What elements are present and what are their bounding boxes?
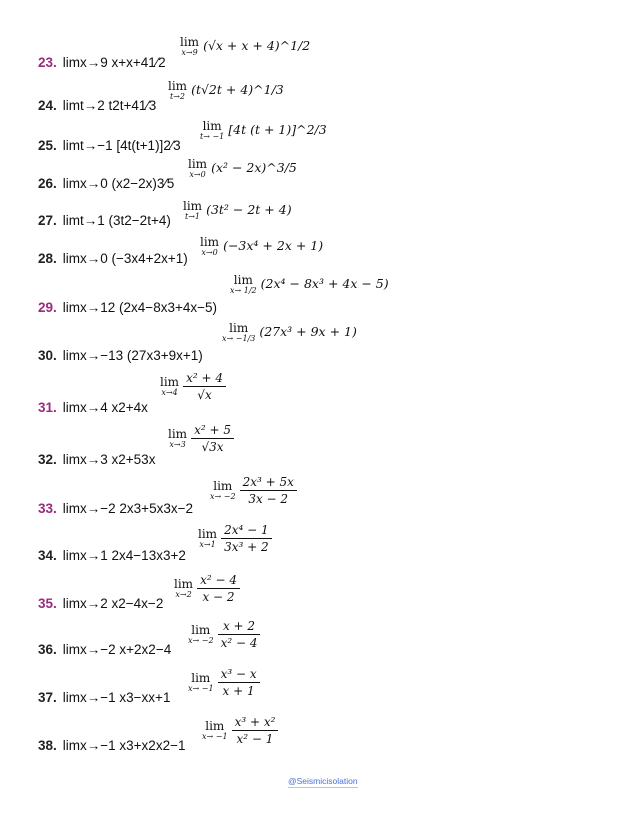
problem-number: 28. xyxy=(38,251,57,266)
problem-number: 25. xyxy=(38,138,57,153)
formula-rendering xyxy=(160,372,226,401)
limit-subscript: x→2 xyxy=(175,590,192,599)
problem-label xyxy=(38,300,217,316)
fraction xyxy=(218,620,261,649)
limit-subscript: x→ −1 xyxy=(188,684,214,693)
limit-word: lim xyxy=(174,577,194,591)
problem-number: 36. xyxy=(38,642,57,657)
problem-30 xyxy=(0,322,638,372)
problem-label xyxy=(38,690,170,706)
problem-number: 33. xyxy=(38,501,57,516)
problem-33 xyxy=(0,476,638,526)
problem-38 xyxy=(0,716,638,766)
problem-text: limx→−1 x3+x2x2−1 xyxy=(62,738,186,753)
fraction-denominator: x + 1 xyxy=(222,684,255,698)
limit-expression: (√x + x + 4)^1/2 xyxy=(203,38,311,54)
formula-rendering xyxy=(202,716,278,745)
limit-word: lim xyxy=(188,157,208,171)
limit-expression: (−3x⁴ + 2x + 1) xyxy=(223,238,324,254)
fraction-numerator: x + 2 xyxy=(218,620,261,635)
formula-rendering xyxy=(222,322,357,343)
limit-subscript: x→ −2 xyxy=(188,636,214,645)
fraction-denominator: x − 2 xyxy=(202,590,235,604)
fraction-numerator: x² + 4 xyxy=(183,372,226,387)
fraction-denominator: x² − 4 xyxy=(220,636,258,650)
fraction-numerator: x² + 5 xyxy=(191,424,234,439)
formula-rendering xyxy=(183,200,292,221)
limit-subscript: t→2 xyxy=(170,92,186,101)
problem-label xyxy=(38,400,148,416)
fraction xyxy=(218,668,260,697)
fraction-numerator: x³ + x² xyxy=(232,716,279,731)
problem-text: limx→1 2x4−13x3+2 xyxy=(62,548,186,563)
limit-word: lim xyxy=(213,479,233,493)
limit-word: lim xyxy=(229,321,249,335)
limit-subscript: x→ −1 xyxy=(202,732,228,741)
limit-word: lim xyxy=(205,719,225,733)
problem-text: limx→−1 x3−xx+1 xyxy=(62,690,171,705)
problem-text: limt→1 (3t2−2t+4) xyxy=(62,213,171,228)
formula-rendering xyxy=(188,620,260,649)
limit-word: lim xyxy=(198,527,218,541)
fraction xyxy=(240,476,297,505)
problem-number: 34. xyxy=(38,548,57,563)
limit-subscript: x→4 xyxy=(161,388,178,397)
limit-subscript: x→ −1/3 xyxy=(222,334,256,343)
limit-word: lim xyxy=(191,671,211,685)
problem-label xyxy=(38,138,181,154)
problem-text: limx→12 (2x4−8x3+4x−5) xyxy=(62,300,217,315)
formula-rendering xyxy=(230,274,389,295)
problem-label xyxy=(38,348,203,364)
limit-word: lim xyxy=(233,273,253,287)
problem-label xyxy=(38,501,193,517)
formula-rendering xyxy=(188,668,260,697)
problem-29 xyxy=(0,274,638,324)
problem-23 xyxy=(0,35,638,93)
problem-text: limx→9 x+x+41⁄2 xyxy=(62,55,166,70)
problem-label xyxy=(38,176,174,192)
fraction-numerator: 2x⁴ − 1 xyxy=(221,524,272,539)
limit-expression: (27x³ + 9x + 1) xyxy=(259,324,357,340)
formula-rendering xyxy=(198,524,272,553)
limit-subscript: t→ −1 xyxy=(200,132,225,141)
problem-label xyxy=(38,98,156,114)
problem-number: 35. xyxy=(38,596,57,611)
problem-label xyxy=(38,251,188,267)
limit-word: lim xyxy=(168,79,188,93)
fraction xyxy=(183,372,226,401)
limit-word: lim xyxy=(183,199,203,213)
fraction-denominator: 3x³ + 2 xyxy=(224,540,269,554)
problem-37 xyxy=(0,668,638,718)
limit-subscript: x→1 xyxy=(199,540,216,549)
problem-text: limx→0 (x2−2x)3⁄5 xyxy=(62,176,175,191)
problem-number: 23. xyxy=(38,55,57,70)
limit-expression: [4t (t + 1)]^2/3 xyxy=(228,122,327,138)
limit-word: lim xyxy=(191,623,211,637)
problem-text: limx→4 x2+4x xyxy=(62,400,148,415)
problem-text: limt→2 t2t+41⁄3 xyxy=(62,98,157,113)
problem-label xyxy=(38,55,166,71)
fraction xyxy=(191,424,234,453)
limit-subscript: x→0 xyxy=(201,248,218,257)
fraction-numerator: x³ − x xyxy=(218,668,260,683)
problem-label xyxy=(38,596,163,612)
problem-text: limx→−2 2x3+5x3x−2 xyxy=(62,501,193,516)
problem-number: 37. xyxy=(38,690,57,705)
problem-number: 26. xyxy=(38,176,57,191)
problem-text: limx→0 (−3x4+2x+1) xyxy=(62,251,188,266)
limit-subscript: x→ 1/2 xyxy=(230,286,257,295)
problem-number: 27. xyxy=(38,213,57,228)
limit-subscript: x→3 xyxy=(169,440,186,449)
fraction-denominator: √x xyxy=(197,388,212,402)
formula-rendering xyxy=(210,476,297,505)
problem-label xyxy=(38,738,185,754)
problem-35 xyxy=(0,574,638,624)
formula-rendering xyxy=(180,36,310,57)
problem-label xyxy=(38,642,171,658)
limit-subscript: x→9 xyxy=(181,48,198,57)
problem-text: limx→−2 x+2x2−4 xyxy=(62,642,172,657)
watermark: @Seismicisolation xyxy=(288,776,358,786)
limit-word: lim xyxy=(168,427,188,441)
limit-subscript: x→0 xyxy=(189,170,206,179)
formula-rendering xyxy=(200,236,323,257)
limit-word: lim xyxy=(160,375,180,389)
problem-text: limx→3 x2+53x xyxy=(62,452,156,467)
problem-text: limt→−1 [4t(t+1)]2⁄3 xyxy=(62,138,181,153)
fraction-denominator: 3x − 2 xyxy=(248,492,289,506)
problem-34 xyxy=(0,524,638,574)
limit-expression: (3t² − 2t + 4) xyxy=(206,202,292,218)
limit-expression: (t√2t + 4)^1/3 xyxy=(191,82,284,98)
limit-subscript: x→ −2 xyxy=(210,492,236,501)
problem-number: 32. xyxy=(38,452,57,467)
limit-word: lim xyxy=(180,35,200,49)
problem-number: 29. xyxy=(38,300,57,315)
formula-rendering xyxy=(168,424,234,453)
fraction xyxy=(221,524,272,553)
problem-31 xyxy=(0,372,638,422)
problem-number: 31. xyxy=(38,400,57,415)
fraction-denominator: √3x xyxy=(201,440,224,454)
fraction-numerator: 2x³ + 5x xyxy=(240,476,297,491)
limit-expression: (x² − 2x)^3/5 xyxy=(211,160,297,176)
formula-rendering xyxy=(168,80,284,101)
limit-word: lim xyxy=(200,235,220,249)
problem-number: 24. xyxy=(38,98,57,113)
limit-word: lim xyxy=(202,119,222,133)
fraction xyxy=(232,716,279,745)
problem-36 xyxy=(0,620,638,670)
limit-expression: (2x⁴ − 8x³ + 4x − 5) xyxy=(260,276,389,292)
problem-number: 38. xyxy=(38,738,57,753)
problem-label xyxy=(38,548,186,564)
fraction-numerator: x² − 4 xyxy=(197,574,240,589)
limit-subscript: t→1 xyxy=(185,212,201,221)
problem-number: 30. xyxy=(38,348,57,363)
fraction-denominator: x² − 1 xyxy=(236,732,274,746)
problem-label xyxy=(38,452,155,468)
problem-label xyxy=(38,213,171,229)
formula-rendering xyxy=(200,120,327,141)
problem-32 xyxy=(0,424,638,474)
problem-text: limx→−13 (27x3+9x+1) xyxy=(62,348,203,363)
formula-rendering xyxy=(188,158,297,179)
formula-rendering xyxy=(174,574,240,603)
fraction xyxy=(197,574,240,603)
problem-text: limx→2 x2−4x−2 xyxy=(62,596,164,611)
